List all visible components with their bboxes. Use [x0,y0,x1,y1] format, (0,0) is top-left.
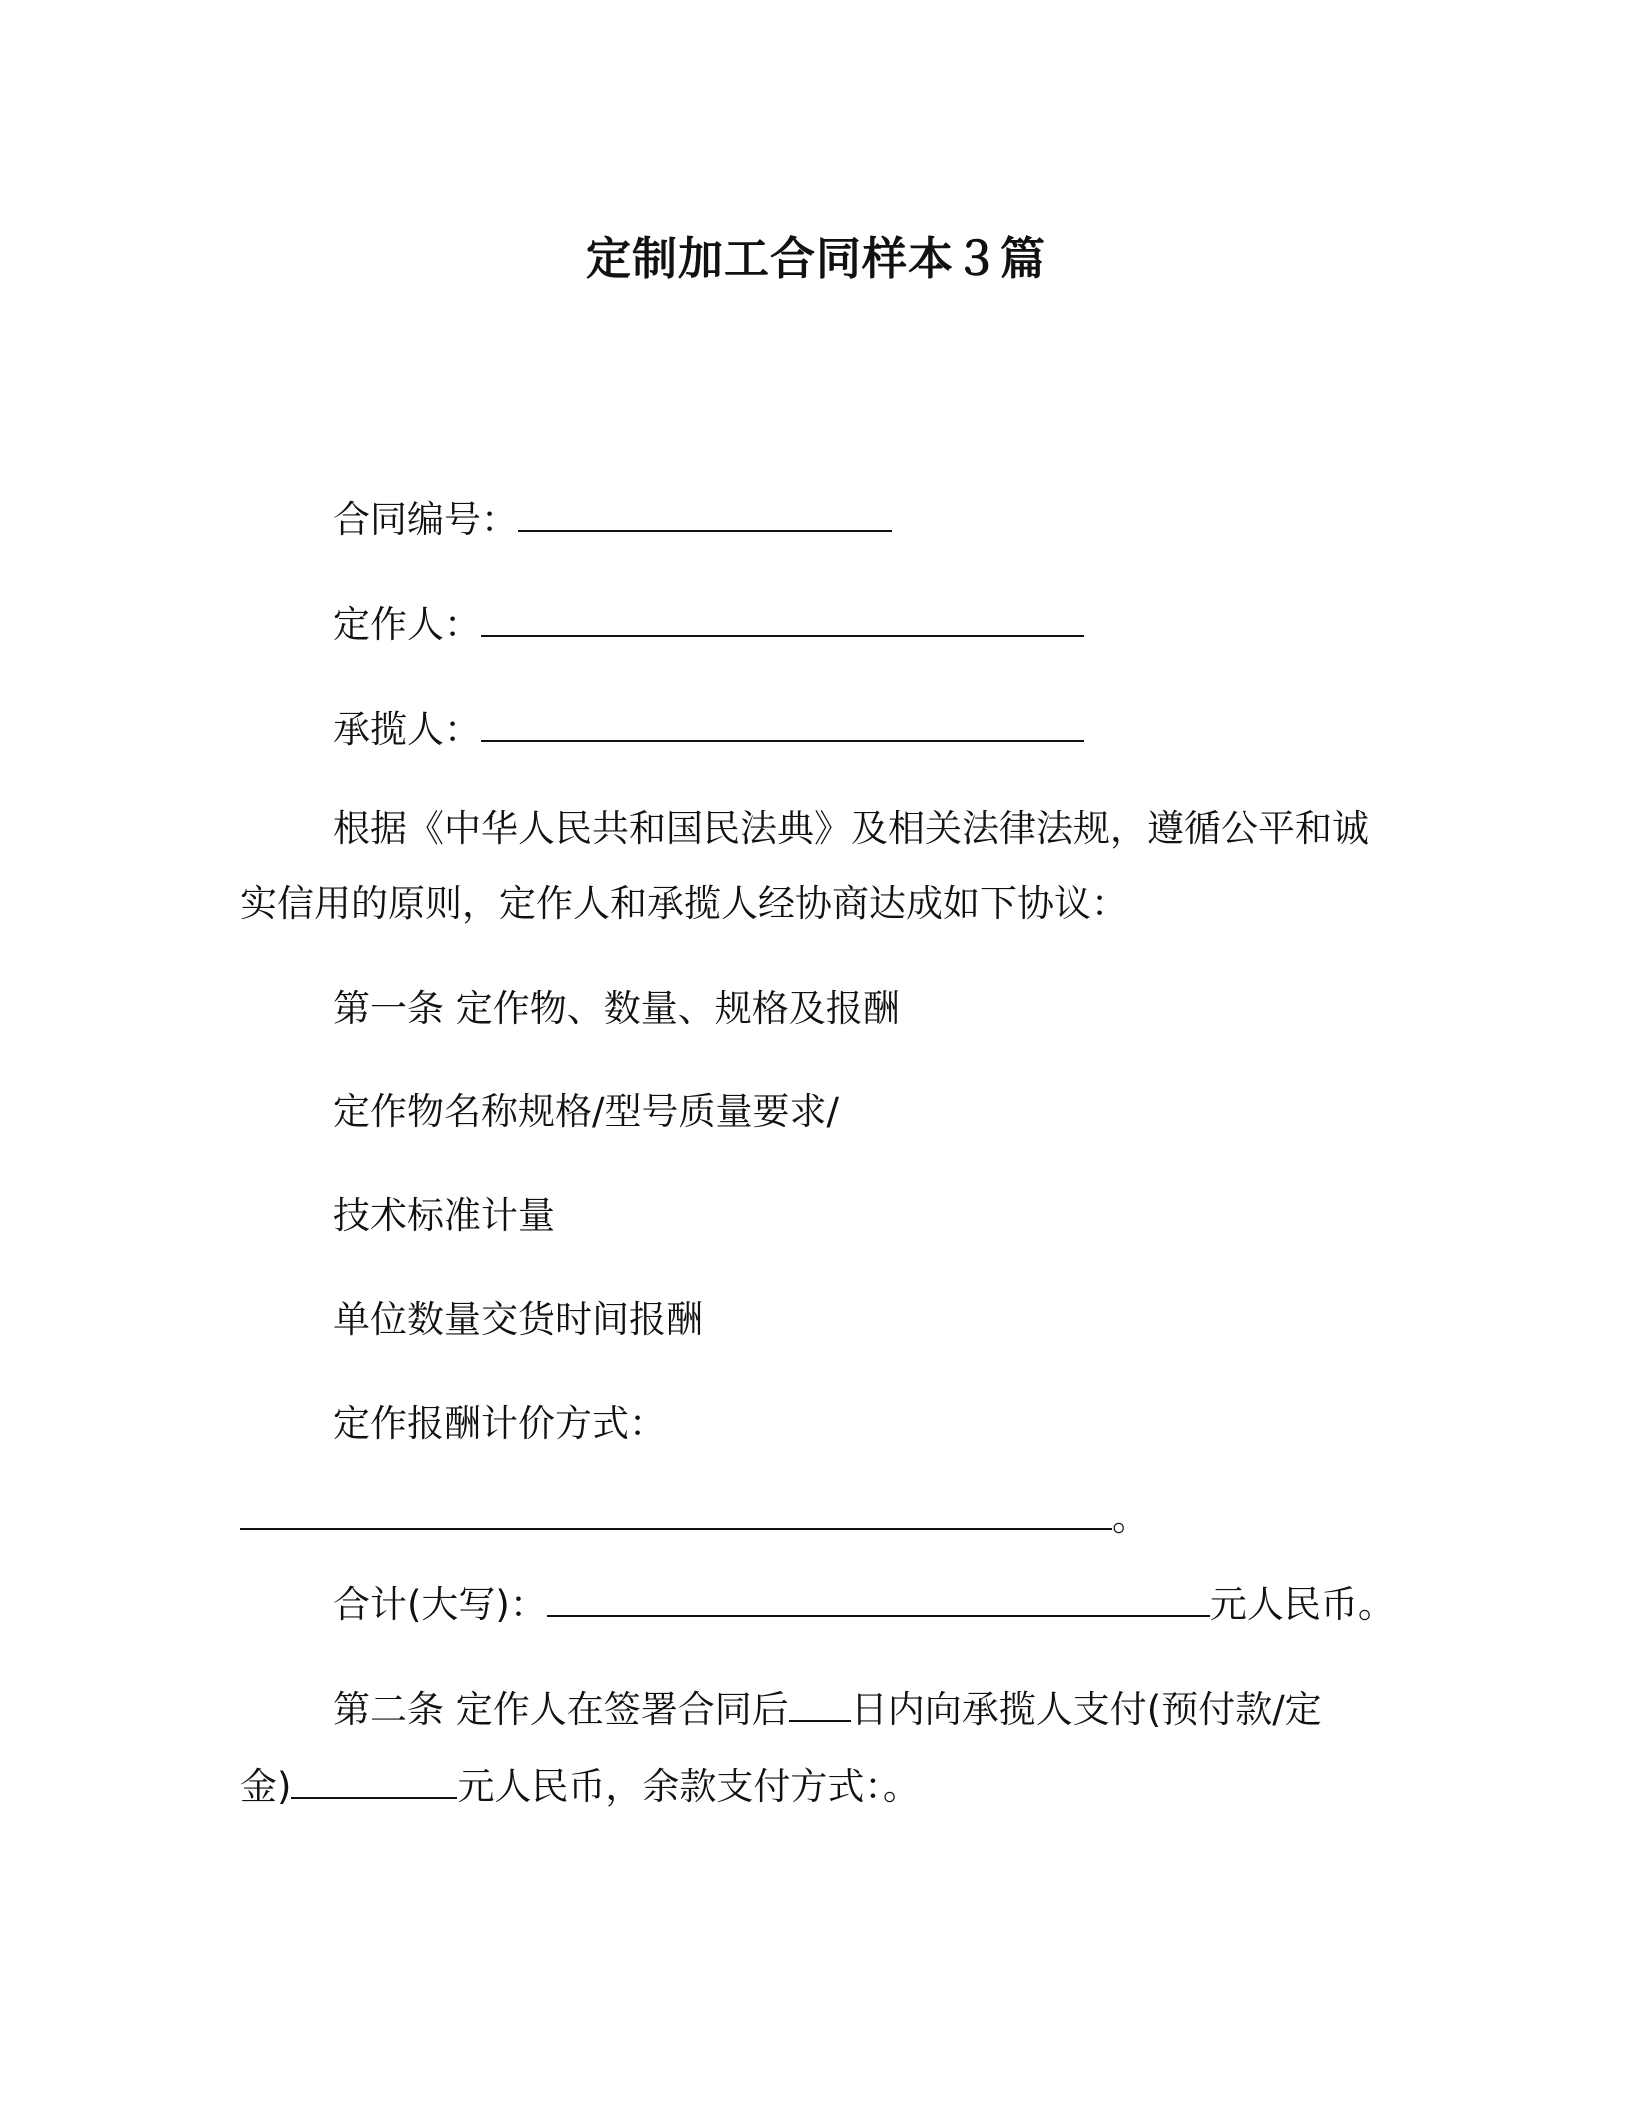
contract-number-label: 合同编号： [333,498,518,541]
article-2-prefix: 第二条 定作人在签署合同后 [333,1688,789,1731]
preamble-line-1: 根据《中华人民共和国民法典》及相关法律法规，遵循公平和诚 [333,807,1369,850]
deposit-prefix: 金) [240,1765,292,1808]
deposit-amount-blank[interactable] [291,1767,457,1799]
article-1-row-2: 技术标准计量 [333,1194,555,1237]
orderer-line [333,603,1084,646]
total-suffix: 元人民币。 [1209,1583,1395,1626]
preamble-line-2: 实信用的原则，定作人和承揽人经协商达成如下协议： [240,882,1128,925]
article-2-suffix: 日内向承揽人支付(预付款/定 [850,1688,1322,1731]
contractor-label: 承揽人： [333,708,481,751]
orderer-label: 定作人： [333,603,481,646]
pricing-method-end: 。 [1112,1496,1149,1539]
total-line [333,1583,1395,1626]
total-blank[interactable] [547,1585,1210,1617]
article-2-line-2 [240,1765,920,1808]
days-blank[interactable] [789,1690,851,1722]
deposit-suffix: 元人民币，余款支付方式：。 [457,1765,920,1808]
article-1-row-1: 定作物名称规格/型号质量要求/ [333,1090,839,1133]
total-label: 合计(大写)： [333,1583,547,1626]
orderer-blank[interactable] [481,605,1084,637]
contract-number-line [333,498,892,541]
pricing-method-blank[interactable] [240,1498,1112,1530]
pricing-method-label: 定作报酬计价方式： [333,1402,666,1445]
contractor-blank[interactable] [481,710,1084,742]
document-title: 定制加工合同样本３篇 [585,232,1046,285]
pricing-method-line [240,1496,1149,1539]
contract-number-blank[interactable] [518,500,892,532]
article-1-row-3: 单位数量交货时间报酬 [333,1298,703,1341]
contractor-line [333,708,1084,751]
article-1-heading: 第一条 定作物、数量、规格及报酬 [333,987,900,1030]
article-2-line-1 [333,1688,1322,1731]
